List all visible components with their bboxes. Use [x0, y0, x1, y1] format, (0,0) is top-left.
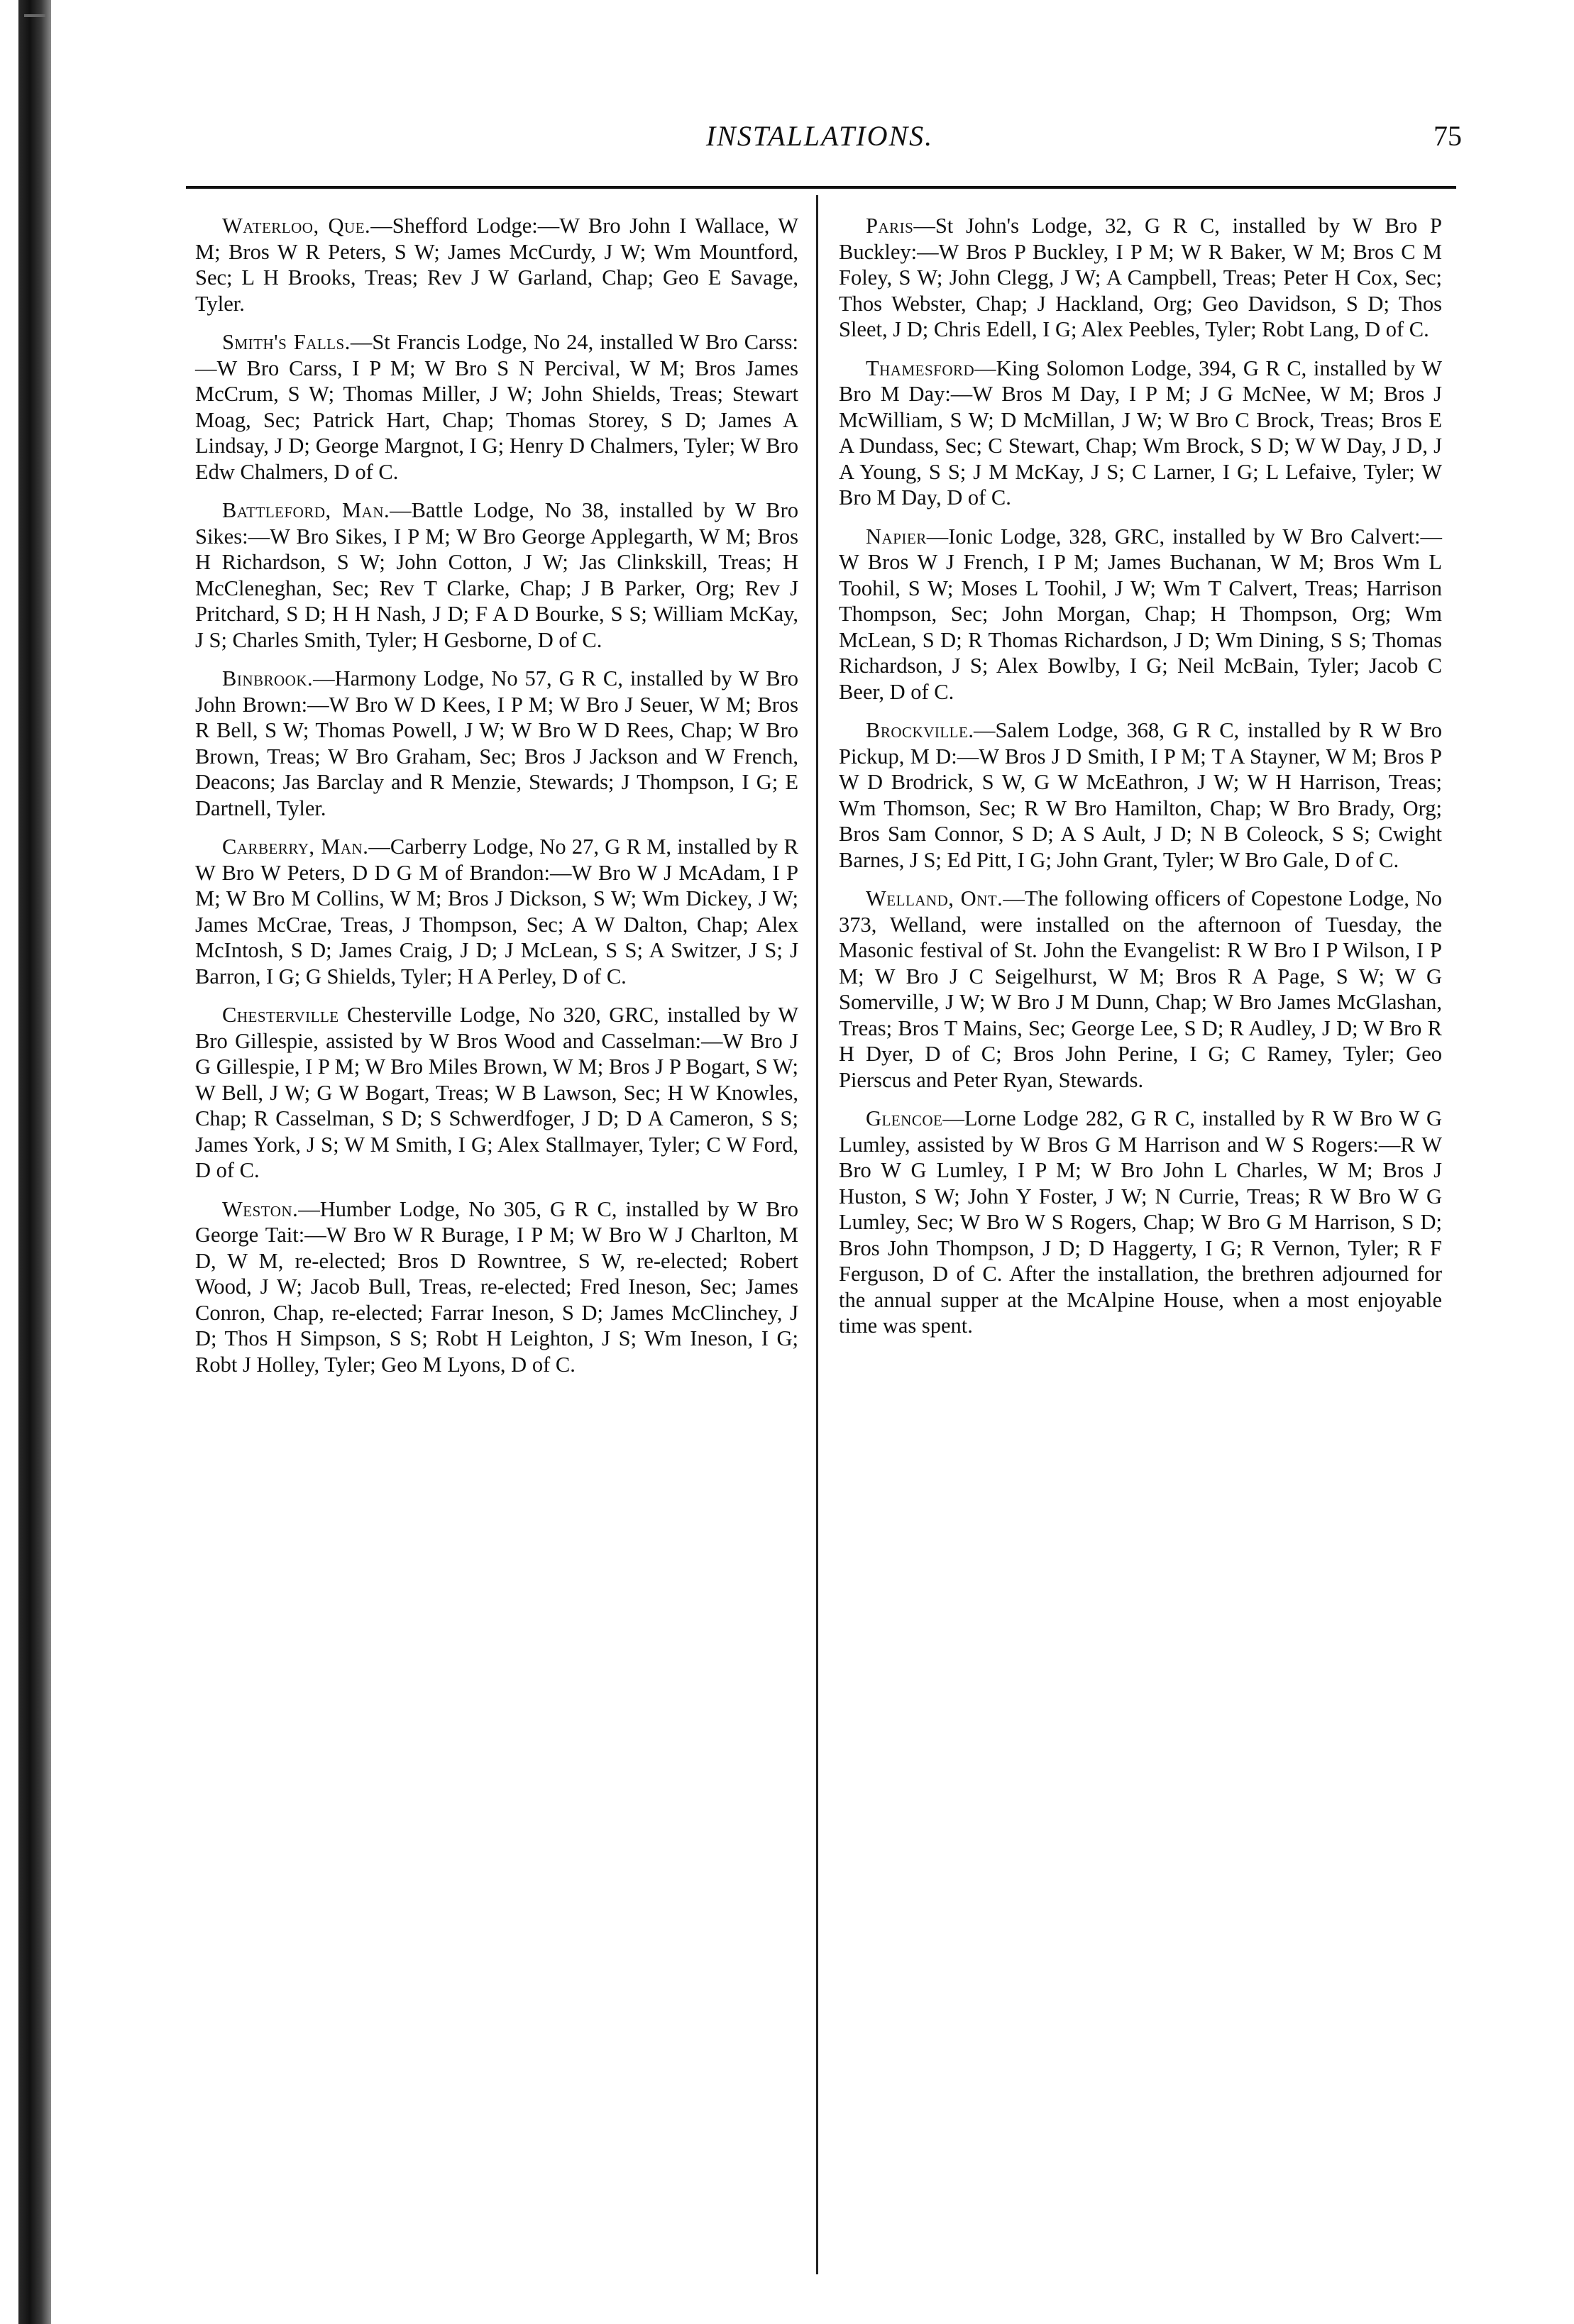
entry-place: Binbrook. [222, 666, 314, 690]
entry-place: Waterloo, Que. [222, 214, 371, 238]
column-divider [816, 195, 818, 2274]
page-header [177, 119, 1462, 169]
lodge-entry-binbrook [195, 666, 798, 821]
lodge-entry-thamesford [839, 356, 1442, 511]
lodge-entry-napier [839, 524, 1442, 705]
entry-text: Chesterville Lodge, No 320, GRC, installed by W Bro Gillespie, assisted by W Bros Wood and Casselman:—W Bro J G Gillespie, I P M; W Bro Miles Brown, W M; Bros J P Bogart, S W; W Bell, J W; G W Bogart, Treas; W B Lawson, Sec; H W Knowles, Chap; R Casselman, S D; S Schwerdfoger, J D; D A Cameron, S S; James York, J S; W M Smith, I G; Alex Stallmayer, Tyler; C W Ford, D of C. [195, 1003, 798, 1182]
entry-text: —Ionic Lodge, 328, GRC, installed by W Bro Calvert:—W Bros W J French, I P M; James Buchanan, W M; Bros Wm L Toohil, S W; Moses L Toohil, J W; Wm T Calvert, Treas; Harrison Thompson, Sec; John Morgan, Chap; H Thompson, Org; Wm McLean, S D; R Thomas Richardson, J D; Wm Dining, S S; Thomas Richardson, J S; Alex Bowlby, I G; Neil McBain, Tyler; Jacob C Beer, D of C. [839, 524, 1442, 704]
entry-text: —The following officers of Copestone Lodge, No 373, Welland, were installed on the afternoon of Tuesday, the Masonic festival of St. John the Evangelist: R W Bro I P Wilson, I P M; W Bro J C Seigelhurst, W M; Bros R A Page, S W; W G Somerville, J W; W Bro J M Dunn, Chap; W Bro James McGlashan, Treas; Bros T Mains, Sec; George Lee, S D; R Audley, J D; W Bro R H Dyer, D of C; Bros John Perine, I G; C Ramey, Tyler; Geo Pierscus and Peter Ryan, Stewards. [839, 886, 1442, 1092]
entry-place: Weston. [222, 1196, 299, 1221]
entry-place: Carberry, Man. [222, 835, 369, 859]
left-column [195, 213, 798, 1390]
spine-mark [24, 14, 45, 17]
entry-text: —St John's Lodge, 32, G R C, installed by W Bro P Buckley:—W Bros P Buckley, I P M; W R Baker, W M; Bros C M Foley, S W; John Clegg, J W; A Campbell, Treas; Peter H Cox, Sec; Thos Webster, Chap; J Hackland, Org; Geo Davidson, S D; Thos Sleet, J D; Chris Edell, I G; Alex Peebles, Tyler; Robt Lang, D of C. [839, 214, 1442, 341]
book-spine-shadow [18, 0, 51, 2324]
lodge-entry-weston [195, 1196, 798, 1378]
entry-text: —Harmony Lodge, No 57, G R C, installed by W Bro John Brown:—W Bro W D Kees, I P M; W Bro J Seuer, W M; Bros R Bell, S W; Thomas Powell, J W; W Bro W D Rees, Chap; W Bro Brown, Treas; W Bro Graham, Sec; Bros J Jackson and W French, Deacons; Jas Barclay and R Menzie, Stewards; J Thompson, I G; E Dartnell, Tyler. [195, 666, 798, 820]
lodge-entry-battleford [195, 497, 798, 653]
entry-place: Napier [866, 524, 927, 549]
entry-text: —Carberry Lodge, No 27, G R M, installed by R W Bro W Peters, D D G M of Brandon:—W Bro W J McAdam, I P M; W Bro M Collins, W M; Bros J Dickson, S W; Wm Dickey, J W; James McCrae, Treas, J Thompson, Sec; A W Dalton, Chap; Alex McIntosh, S D; James Craig, J D; J McLean, S S; A Switzer, J S; J Barron, I G; G Shields, Tyler; H A Perley, D of C. [195, 835, 798, 988]
lodge-entry-paris [839, 213, 1442, 343]
page-number: 75 [1433, 120, 1462, 152]
entry-place: Brockville [866, 718, 969, 742]
entry-text: —Humber Lodge, No 305, G R C, installed by W Bro George Tait:—W Bro W R Burage, I P M; W Bro W J Charlton, M D, W M, re-elected; Bros D Rowntree, S W, re-elected; Robert Wood, J W; Jacob Bull, Treas, re-elected; Fred Ineson, Sec; James Conron, Chap, re-elected; Farrar Ineson, S D; James McClinchey, J D; Thos H Simpson, S S; Robt H Leighton, J S; Wm Ineson, I G; Robt J Holley, Tyler; Geo M Lyons, D of C. [195, 1196, 798, 1377]
entry-place: Chesterville [222, 1003, 339, 1027]
entry-place: Welland, Ont. [866, 886, 1003, 910]
entry-text: —Battle Lodge, No 38, installed by W Bro Sikes:—W Bro Sikes, I P M; W Bro George Applegarth, W M; Bros H Richardson, S W; John Cotton, J W; Jas Clinkskill, Treas; H McCleneghan, Sec; Rev T Clarke, Chap; J B Parker, Org; Rev J Pritchard, S D; H H Nash, J D; F A D Bourke, S S; William McKay, J S; Charles Smith, Tyler; H Gesborne, D of C. [195, 498, 798, 652]
lodge-entry-chesterville [195, 1002, 798, 1184]
lodge-entry-brockville [839, 717, 1442, 873]
entry-place: Glencoe [866, 1106, 943, 1130]
entry-text: —King Solomon Lodge, 394, G R C, installed by W Bro M Day:—W Bros M Day, I P M; J G McNee, W M; Bros J McWilliam, S W; D McMillan, J W; W Bro C Brock, Treas; Bros E A Dundass, Sec; C Stewart, Chap; Wm Brock, S D; W W Day, J D, J A Young, S S; J M McKay, J S; C Larner, I G; L Lefaive, Tyler; W Bro M Day, D of C. [839, 356, 1442, 510]
entry-text: .—Salem Lodge, 368, G R C, installed by R W Bro Pickup, M D:—W Bros J D Smith, I P M; T A Stayner, W M; Bros P W D Brodrick, S W, G W McEathron, J W; W H Harrison, Treas; Wm Thomson, Sec; R W Bro Hamilton, Chap; W Bro Brady, Org; Bros Sam Connor, S D; A S Ault, J D; N B Coleock, S S; Cwight Barnes, J S; Ed Pitt, I G; John Grant, Tyler; W Bro Gale, D of C. [839, 718, 1442, 872]
lodge-entry-welland [839, 886, 1442, 1093]
lodge-entry-carberry [195, 834, 798, 989]
entry-place: Battleford, Man. [222, 498, 390, 522]
page-title: INSTALLATIONS. [705, 120, 934, 152]
header-rule [186, 186, 1456, 189]
entry-place: Thamesford [866, 356, 975, 380]
lodge-entry-smiths-falls [195, 329, 798, 485]
entry-text: —St Francis Lodge, No 24, installed W Bro Carss:—W Bro Carss, I P M; W Bro S N Percival, W M; Bros James McCrum, S W; Thomas Miller, J W; John Shields, Treas; Stewart Moag, Sec; Patrick Hart, Chap; Thomas Storey, S D; James A Lindsay, J D; George Margnot, I G; Henry D Chalmers, Tyler; W Bro Edw Chalmers, D of C. [195, 330, 798, 484]
entry-text: —Shefford Lodge:—W Bro John I Wallace, W M; Bros W R Peters, S W; James McCurdy, J W; Wm Mountford, Sec; L H Brooks, Treas; Rev J W Garland, Chap; Geo E Savage, Tyler. [195, 214, 799, 316]
lodge-entry-waterloo [195, 213, 798, 316]
right-column [839, 213, 1442, 1352]
entry-place: Smith's Falls. [222, 330, 351, 354]
entry-place: Paris [866, 214, 914, 238]
entry-text: —Lorne Lodge 282, G R C, installed by R W Bro W G Lumley, assisted by W Bros G M Harrison and W S Rogers:—R W Bro W G Lumley, I P M; W Bro John L Charles, W M; Bros J Huston, S W; John Y Foster, J W; N Currie, Treas; R W Bro W G Lumley, Sec; W Bro W S Rogers, Chap; W Bro G M Harrison, S D; Bros John Thompson, J D; D Haggerty, I G; R Vernon, Tyler; R F Ferguson, D of C. After the installation, the brethren adjourned for the annual supper at the McAlpine House, when a most enjoyable time was spent. [839, 1106, 1442, 1338]
lodge-entry-glencoe [839, 1106, 1442, 1339]
